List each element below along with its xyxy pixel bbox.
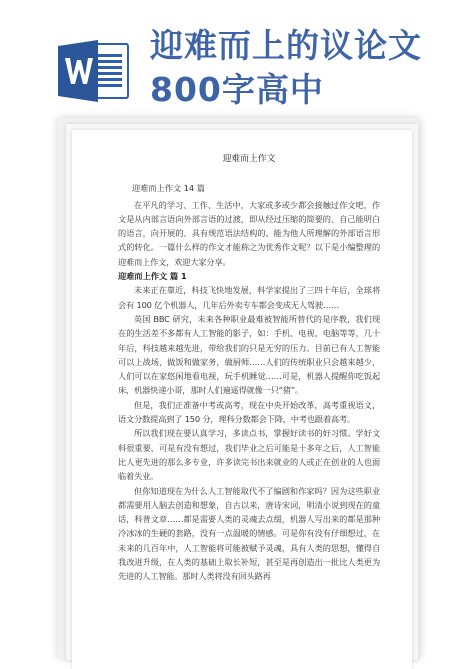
banner-title-line1: 迎难而上的议论文 xyxy=(150,26,422,65)
body-paragraph: 所以我们现在要认真学习，多读点书，掌握好读书的好习惯。学好文科很重要，可是有没有想过，我们毕业之后可能是十多年之后，人工智能比人更先进的那么多专业，许多读完书出来就业的人或正在创业的人也面临着失业。 xyxy=(118,428,380,482)
document-page xyxy=(72,130,412,669)
body-paragraph: 但是，我们正准备中考或高考，现在中央开始改革，高考重视语文，语文分数提高到了 150 分，理科分数都会下降，中考也跟着高考。 xyxy=(118,399,380,425)
body-paragraph: 英国 BBC 研究，未来各种职业最难被智能所替代的是序教，我们现在的生活差不多都有人工智能的影子，如：手机、电视，电脑等等，几十年后，科技越来越先进，带给我们的只是无穷的压力。目前已有人工智能可以上战场，做饭和做家务，做厨师……人们的传统职业只会越来越少，人们可以在家悠闲地看电视，玩手机睡觉……可是，机器人提醒你吃饭起床，机器快递小哥，那时人们遍遥得就像一只“猪”。 xyxy=(118,313,380,396)
body-paragraph: 但你知道现在为什么人工智能取代不了编剧和作家吗？因为这些职业都需要用人脑去创造和想象，自古以来，唐诗宋词，明清小说到现在的童话，科普文章……都是需要人类的灵魂去点缀，机器人写出来的都是那种冷冰冰的生硬的套路，没有一点温暖的情感。可是你有没有仔细想过，在未来的几百年中，人工智能将可能被赋予灵魂，具有人类的思想，懂得自我改进升级，在人类的基础上取长补短，甚至是再创造出一批比人类更为先进的人工智能。那时人类将没有回头路再 xyxy=(118,485,380,582)
section-heading: 迎难而上作文 篇 1 xyxy=(118,271,187,282)
banner-title-line2: 800字高中 xyxy=(150,70,324,109)
document-subtitle: 迎难而上作文 14 篇 xyxy=(132,183,205,194)
intro-paragraph: 在平凡的学习、工作、生活中，大家或多或少都会接触过作文吧，作文是从内部言语向外部言语的过渡，即从经过压缩的简要的、自己能明白的语言，向开展的、具有规范语法结构的、能为他人所理解的外部语言形式的转化。一篇什么样的作文才能称之为优秀作文呢？以下是小编整理的迎难而上作文，欢迎大家分享。 xyxy=(118,199,380,267)
body-paragraph: 未来正在靠近，科技飞快地发展，科学家提出了三四十年后，全球将会有 100 亿个机器人，几年后外卖专车都会变成无人驾驶…… xyxy=(118,285,380,310)
banner-title xyxy=(150,24,470,112)
document-title: 迎难而上作文 xyxy=(222,154,276,164)
word-icon xyxy=(58,38,132,104)
document-body xyxy=(118,152,380,584)
banner xyxy=(0,0,474,120)
